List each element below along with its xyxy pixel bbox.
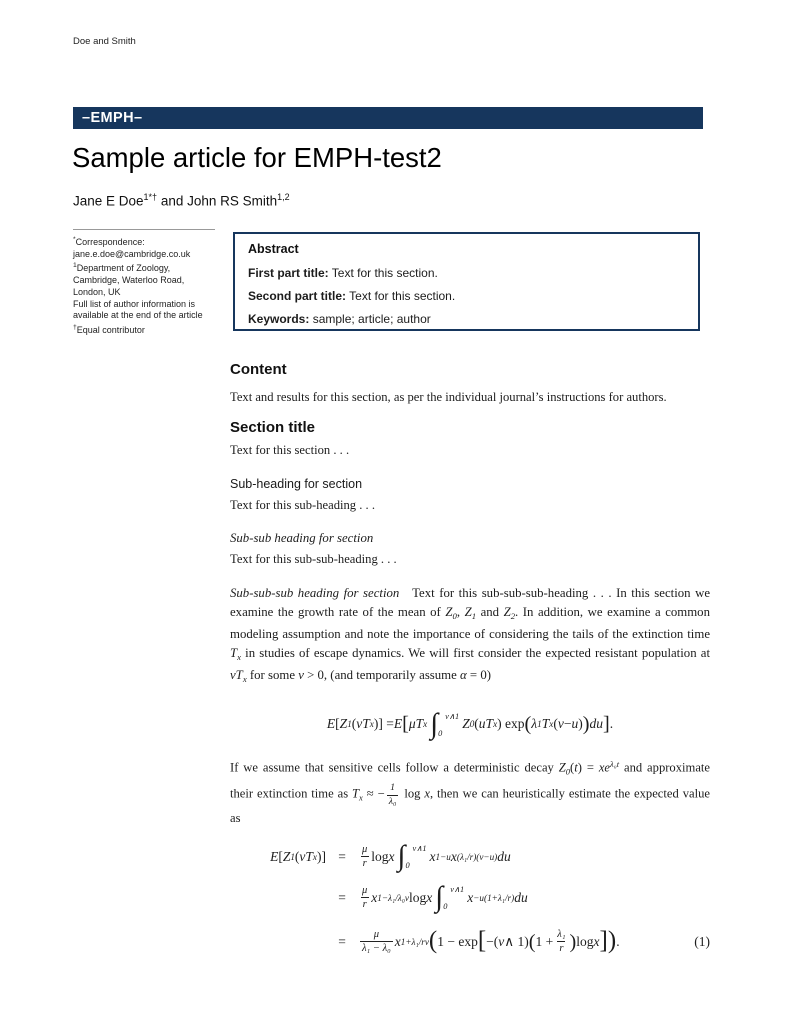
equals-sign: =	[338, 848, 346, 864]
article-title: Sample article for EMPH-test2	[72, 142, 442, 173]
authors-join: and	[157, 193, 188, 209]
sub-heading: Sub-heading for section	[230, 477, 363, 491]
aligned-equations	[230, 837, 710, 965]
content-heading: Content	[230, 361, 287, 378]
margin-notes	[73, 229, 215, 337]
authors-line	[73, 192, 290, 209]
equation-number: (1)	[694, 933, 710, 949]
article-body	[230, 359, 710, 965]
running-head: Doe and Smith	[73, 36, 136, 47]
equals-sign: =	[338, 889, 346, 905]
author-info-note: Full list of author information is	[73, 298, 196, 309]
abstract-box	[233, 232, 700, 331]
affiliation-line: Cambridge, Waterloo Road,	[73, 275, 185, 286]
author-info-note: available at the end of the article	[73, 310, 203, 321]
author-1-affiliations: 1*†	[143, 192, 158, 202]
author-2-affiliations: 1,2	[277, 192, 290, 202]
display-equation: E [ Z 1 ( vT x )] = E [ μT x ∫ v∧1 0 Z 0 ( uT x ) exp ( λ 1 T x ( v − u ) ) du ] .	[326, 707, 614, 740]
equation-row: = $\frac{\mu}{\text{λ₁ − λ₀}}$ x 1+λ₁/rv ( 1 − exp [ −( v ∧ 1) ( 1 + $\frac{\text{λ₁}}{r}$ ) log x ] ) . (1)	[230, 919, 710, 965]
section-paragraph: Text for this section . . .	[230, 443, 350, 457]
correspondence-label: *Correspondence:	[73, 236, 145, 247]
emph-banner	[73, 107, 703, 129]
sub-sub-heading-paragraph: Text for this sub-sub-heading . . .	[230, 552, 397, 566]
correspondence-email: jane.e.doe@cambridge.co.uk	[73, 248, 191, 259]
section-title-heading: Section title	[230, 419, 316, 436]
abstract-heading: Abstract	[248, 242, 299, 256]
banner-label: –EMPH–	[82, 110, 143, 126]
sub-heading-paragraph: Text for this sub-heading . . .	[230, 498, 375, 512]
equation-row: = $\frac{\mu}{r}$ x 1−λ₁/λ₀v log x ∫ v∧1 0 x −u(1+λ₁/r) du	[230, 877, 710, 919]
equal-contributor-note: †Equal contributor	[73, 323, 145, 335]
affiliation-line: London, UK	[73, 286, 121, 297]
affiliation-line: $^1$Department of Zoology,	[73, 262, 171, 274]
abstract-row: First part title: Text for this section.	[248, 266, 438, 280]
equals-sign: =	[338, 933, 346, 949]
content-paragraph: Text and results for this section, as per the individual journal’s instructions for authors.	[230, 390, 667, 404]
abstract-keywords-row: Keywords: sample; article; author	[248, 312, 431, 326]
sub-sub-sub-paragraph: Sub-sub-sub heading for section Text for this sub-sub-sub-heading . . . In this section we examine the growth rate of the mean of $Z_0$, $Z_1$ and $Z_2$. In addition, we examine a common modeling assumption and note the importance of considering the tails of the extinction time $T_x$ in studies of escape dynamics. We will first consider the expected resistant population at $vT_x$ for some v > 0, (and temporarily assume α = 0)	[230, 586, 711, 685]
assumption-paragraph: If we assume that sensitive cells follow a deterministic decay $Z_0(t) = xe^{\lambda_0t}$ and approximate their extinction time as $T_x$ ≈ − $\frac{1}{\text{λ₀}}$ log x, then we can heuristically estimate the expected value as	[230, 759, 710, 826]
equation-row: E [ Z 1 ( vT x )] = $\frac{\mu}{r}$ log x ∫ v∧1 0 x 1−u x (λ₁/r)(v−u) du	[270, 840, 511, 873]
author-1: Jane E Doe	[73, 193, 144, 209]
sub-sub-heading: Sub-sub heading for section	[230, 531, 374, 545]
author-2: John RS Smith	[187, 193, 278, 209]
abstract-row: Second part title: Text for this section.	[248, 289, 456, 303]
